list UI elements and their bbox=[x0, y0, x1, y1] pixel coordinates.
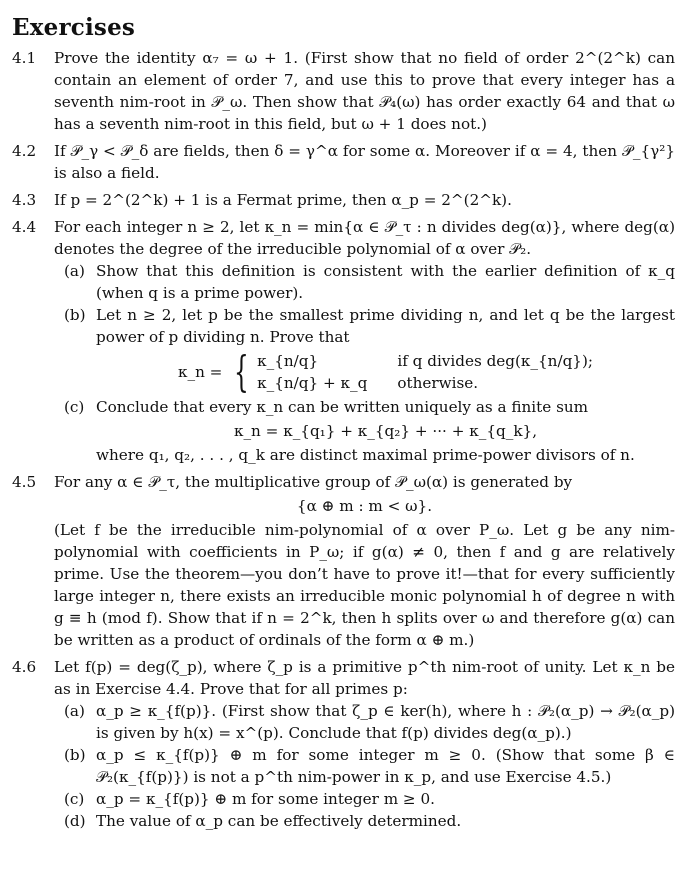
display-equation: κ_n = κ_{q₁} + κ_{q₂} + ··· + κ_{q_k}, bbox=[233, 422, 538, 440]
part-c bbox=[54, 788, 675, 810]
exercise-number: 4.3 bbox=[12, 191, 37, 209]
part-a bbox=[54, 260, 675, 304]
exercise-number: 4.2 bbox=[12, 142, 37, 160]
exercise-4-6 bbox=[12, 656, 675, 832]
left-brace: { bbox=[234, 347, 250, 396]
part-text: Show that this definition is consistent with the earlier definition of κ_q (when q is a prime power). bbox=[96, 262, 675, 302]
part-label: (c) bbox=[64, 398, 85, 416]
exercise-4-3 bbox=[12, 189, 675, 211]
exercise-4-5 bbox=[12, 471, 675, 651]
part-text: α_p ≥ κ_{f(p)}. (First show that ζ_p ∈ ker(h), where h : 𝒫₂(α_p) → 𝒫₂(α_p) is given by h(x) = x^(p). Conclude that f(p) divides deg(α_p).) bbox=[96, 702, 675, 742]
exercise-number: 4.5 bbox=[12, 473, 37, 491]
exercise-text: For each integer n ≥ 2, let κ_n = min{α ∈ 𝒫_τ : n divides deg(α)}, where deg(α) denotes the degree of the irreducible polynomial of α over 𝒫₂. bbox=[54, 218, 675, 258]
part-c bbox=[54, 396, 675, 466]
exercise-text: For any α ∈ 𝒫_τ, the multiplicative group of 𝒫_ω(α) is generated by bbox=[54, 473, 573, 491]
case-rows bbox=[257, 350, 593, 394]
part-text: α_p ≤ κ_{f(p)} ⊕ m for some integer m ≥ 0. (Show that some β ∈ 𝒫₂(κ_{f(p)}) is not a p^th nim-power in κ_p, and use Exercise 4.5.) bbox=[96, 746, 675, 786]
exercise-text: If 𝒫_γ < 𝒫_δ are fields, then δ = γ^α for some α. Moreover if α = 4, then 𝒫_{γ²} is also a field. bbox=[54, 142, 675, 182]
part-label: (d) bbox=[64, 812, 86, 830]
exercise-4-2 bbox=[12, 140, 675, 184]
display-equation: {α ⊕ m : m < ω}. bbox=[296, 497, 433, 515]
exercise-hint: (Let f be the irreducible nim-polynomial of α over P_ω. Let g be any nim-polynomial with coefficients in P_ω; if g(α) ≠ 0, then f and g are relatively prime. Use the theorem—you don’t have to prove it!—that for every sufficiently large integer n, there exists an irreducible monic polynomial h of degree n with g ≡ h (mod f). Show that if n = 2^k, then h splits over ω and therefore g(α) can be written as a product of ordinals of the form α ⊕ m.) bbox=[54, 521, 675, 649]
cases-equation bbox=[96, 347, 675, 396]
part-label: (b) bbox=[64, 746, 86, 764]
case-2-condition: otherwise. bbox=[397, 374, 479, 392]
section-heading: Exercises bbox=[12, 14, 136, 41]
part-label: (b) bbox=[64, 306, 86, 324]
exercise-4-4 bbox=[12, 216, 675, 466]
equation-lhs: κ_n = bbox=[177, 363, 223, 381]
part-a bbox=[54, 700, 675, 744]
part-text: α_p = κ_{f(p)} ⊕ m for some integer m ≥ 0. bbox=[96, 790, 435, 808]
part-text: The value of α_p can be effectively determined. bbox=[96, 812, 462, 830]
exercise-4-1 bbox=[12, 47, 675, 135]
exercise-text: If p = 2^(2^k) + 1 is a Fermat prime, then α_p = 2^(2^k). bbox=[54, 191, 512, 209]
case-1-condition: if q divides deg(κ_{n/q}); bbox=[397, 352, 594, 370]
part-text-continued: where q₁, q₂, . . . , q_k are distinct maximal prime-power divisors of n. bbox=[96, 446, 635, 464]
exercise-text: Let f(p) = deg(ζ_p), where ζ_p is a primitive p^th nim-root of unity. Let κ_n be as in Exercise 4.4. Prove that for all primes p: bbox=[54, 658, 675, 698]
part-text: Let n ≥ 2, let p be the smallest prime dividing n, and let q be the largest power of p dividing n. Prove that bbox=[96, 306, 675, 346]
exercise-number: 4.4 bbox=[12, 218, 37, 236]
part-label: (c) bbox=[64, 790, 85, 808]
part-b bbox=[54, 304, 675, 394]
case-2-value: κ_{n/q} + κ_q bbox=[257, 374, 368, 392]
exercise-number: 4.6 bbox=[12, 658, 37, 676]
part-b bbox=[54, 744, 675, 788]
case-1-value: κ_{n/q} bbox=[257, 352, 319, 370]
exercise-text: Prove the identity α₇ = ω + 1. (First show that no field of order 2^(2^k) can contain an element of order 7, and use this to prove that every integer has a seventh nim-root in 𝒫_ω. Then show that 𝒫₄(ω) has order exactly 64 and that ω has a seventh nim-root in this field, but ω + 1 does not.) bbox=[54, 49, 675, 133]
part-text: Conclude that every κ_n can be written uniquely as a finite sum bbox=[96, 398, 589, 416]
part-d bbox=[54, 810, 675, 832]
part-label: (a) bbox=[64, 262, 85, 280]
part-label: (a) bbox=[64, 702, 85, 720]
exercise-number: 4.1 bbox=[12, 49, 37, 67]
